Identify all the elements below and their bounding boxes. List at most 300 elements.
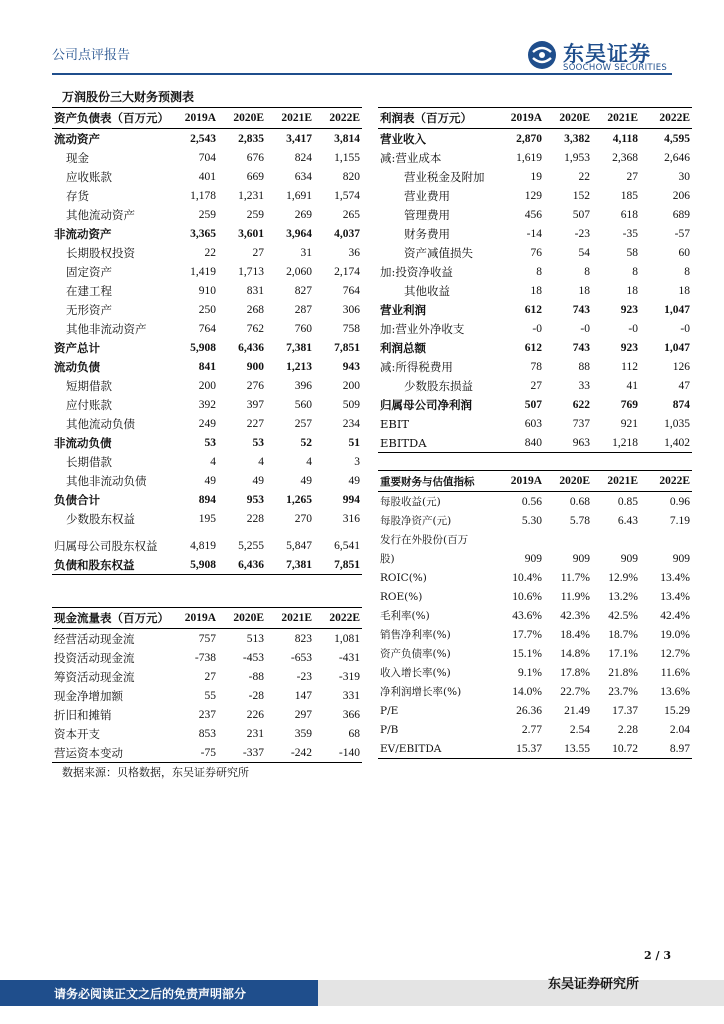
row-value: 53 — [204, 436, 216, 449]
data-source-note: 数据来源：贝格数据，东吴证券研究所 — [62, 766, 249, 779]
row-value: 762 — [246, 322, 264, 335]
table-row — [378, 262, 692, 281]
row-value: 0.56 — [521, 495, 542, 508]
row-label: 归属母公司净利润 — [380, 397, 472, 412]
row-value — [266, 528, 314, 536]
row-value: 943 — [342, 360, 360, 373]
row-value: 227 — [246, 417, 264, 430]
row-value: -242 — [266, 743, 314, 763]
row-value: 456 — [524, 208, 542, 221]
row-value: 5,255 — [238, 539, 264, 552]
row-label: 净利润增长率(%) — [380, 686, 462, 698]
row-value: 265 — [342, 208, 360, 221]
row-value: 909 — [572, 552, 590, 565]
table-row — [378, 395, 692, 414]
row-label: 归属母公司股东权益 — [54, 538, 158, 553]
row-value: 743 — [572, 341, 590, 354]
row-value: 909 — [524, 552, 542, 565]
row-value: 5.78 — [569, 514, 590, 527]
row-value: -0 — [580, 322, 590, 335]
row-value: -14 — [526, 227, 542, 240]
row-value: 507 — [572, 208, 590, 221]
year-header: 2021E — [592, 108, 640, 129]
row-value: -57 — [674, 227, 690, 240]
row-value: 88 — [578, 360, 590, 373]
row-label: 负债和股东权益 — [52, 555, 170, 575]
table-row — [52, 528, 362, 536]
row-label: ROIC(%) — [380, 571, 427, 584]
header-rule — [52, 73, 672, 75]
row-value: 237 — [198, 708, 216, 721]
row-value: 10.4% — [512, 571, 542, 584]
row-label: 其他流动资产 — [66, 207, 135, 222]
year-header: 2021E — [266, 608, 314, 629]
row-value: 36 — [348, 246, 360, 259]
row-value: 41 — [626, 379, 638, 392]
row-value: 396 — [294, 379, 312, 392]
table-row — [378, 414, 692, 433]
row-value: 18 — [530, 284, 542, 297]
row-value: 8 — [632, 265, 638, 278]
row-label: 无形资产 — [66, 302, 112, 317]
row-value: 509 — [342, 398, 360, 411]
row-label: 长期股权投资 — [66, 245, 135, 260]
row-value: 249 — [198, 417, 216, 430]
table-row — [378, 530, 692, 549]
row-value: 1,402 — [640, 433, 692, 453]
row-value — [544, 530, 592, 549]
row-value: 15.1% — [512, 647, 542, 660]
row-value: 15.37 — [496, 739, 544, 759]
table-row — [52, 536, 362, 555]
row-value: 1,178 — [190, 189, 216, 202]
footer-brand: 东吴证券研究所 — [548, 977, 640, 992]
table-row — [52, 509, 362, 528]
row-value: 60 — [678, 246, 690, 259]
row-label: 应付账款 — [66, 397, 112, 412]
row-value: 206 — [672, 189, 690, 202]
row-value: 297 — [294, 708, 312, 721]
row-value: 42.4% — [660, 609, 690, 622]
row-value: -28 — [248, 689, 264, 702]
table-row — [378, 300, 692, 319]
row-value: 3,964 — [286, 227, 312, 240]
row-label: 其他收益 — [404, 283, 450, 298]
row-value: 5.30 — [521, 514, 542, 527]
row-value: 52 — [300, 436, 312, 449]
row-value: 26.36 — [516, 704, 542, 717]
row-value: 669 — [246, 170, 264, 183]
row-value: 269 — [294, 208, 312, 221]
row-value: 963 — [544, 433, 592, 453]
row-value: 55 — [204, 689, 216, 702]
row-value: 17.8% — [560, 666, 590, 679]
year-header: 2021E — [592, 471, 640, 492]
row-label: 固定资产 — [66, 264, 112, 279]
year-header: 2019A — [496, 108, 544, 129]
row-value: 11.6% — [660, 666, 690, 679]
row-label: 长期借款 — [66, 454, 112, 469]
row-value: 7,381 — [266, 555, 314, 575]
row-value: 4 — [210, 455, 216, 468]
row-label: 营业利润 — [380, 302, 426, 317]
row-value: 3 — [354, 455, 360, 468]
page-number: 2 / 3 — [644, 949, 671, 962]
row-value: 4,595 — [664, 132, 690, 145]
row-value: 7.19 — [669, 514, 690, 527]
row-value: 58 — [626, 246, 638, 259]
row-value: 11.7% — [560, 571, 590, 584]
year-header: 2022E — [640, 471, 692, 492]
table-row — [52, 281, 362, 300]
row-value: 27 — [204, 670, 216, 683]
table-header-row — [52, 108, 362, 129]
row-value — [496, 530, 544, 549]
row-value: 18 — [578, 284, 590, 297]
row-value: 820 — [342, 170, 360, 183]
row-value: 760 — [294, 322, 312, 335]
table-row — [378, 281, 692, 300]
table-row — [52, 452, 362, 471]
row-value: 1,081 — [334, 632, 360, 645]
row-value: 4,037 — [334, 227, 360, 240]
row-value: 33 — [578, 379, 590, 392]
row-value: 112 — [621, 360, 638, 373]
row-value: 6,436 — [238, 341, 264, 354]
table-row — [378, 587, 692, 606]
row-value: -0 — [628, 322, 638, 335]
row-value: 43.6% — [512, 609, 542, 622]
row-value: 1,047 — [664, 303, 690, 316]
year-header: 2020E — [218, 108, 266, 129]
row-value: 827 — [294, 284, 312, 297]
row-value: 18.7% — [608, 628, 638, 641]
row-value: -35 — [622, 227, 638, 240]
table-row — [378, 701, 692, 720]
table-row — [52, 648, 362, 667]
row-value: -319 — [338, 670, 360, 683]
row-value: 8.97 — [640, 739, 692, 759]
row-value: 316 — [342, 512, 360, 525]
row-label: 加:投资净收益 — [380, 264, 453, 279]
table-row — [378, 433, 692, 453]
row-value: 2,368 — [612, 151, 638, 164]
row-value: 603 — [524, 417, 542, 430]
table-row — [378, 720, 692, 739]
row-value: 47 — [678, 379, 690, 392]
year-header: 2020E — [218, 608, 266, 629]
row-label: 营运资本变动 — [52, 743, 170, 763]
row-value — [592, 530, 640, 549]
row-value: -75 — [170, 743, 218, 763]
row-value: 6.43 — [617, 514, 638, 527]
table-row — [378, 338, 692, 357]
row-value: 758 — [342, 322, 360, 335]
logo-english-name: SOOCHOW SECURITIES — [563, 63, 668, 73]
row-value — [218, 528, 266, 536]
row-label: 非流动负债 — [54, 435, 112, 450]
row-value: 853 — [198, 727, 216, 740]
row-label: 负债合计 — [54, 492, 100, 507]
row-value: 12.9% — [608, 571, 638, 584]
table-row — [378, 644, 692, 663]
row-value: 1,035 — [664, 417, 690, 430]
row-label: 资产总计 — [54, 340, 100, 355]
row-value: 2.54 — [569, 723, 590, 736]
table-row — [378, 511, 692, 530]
year-header: 2019A — [496, 471, 544, 492]
row-value: 2,646 — [664, 151, 690, 164]
row-value: 4,118 — [612, 132, 638, 145]
row-value: 5,908 — [190, 341, 216, 354]
row-value: 923 — [620, 341, 638, 354]
row-label: 营业税金及附加 — [404, 169, 485, 184]
row-value: 840 — [496, 433, 544, 453]
table-row — [378, 568, 692, 587]
row-value: 910 — [198, 284, 216, 297]
row-value: -738 — [194, 651, 216, 664]
row-value: 259 — [246, 208, 264, 221]
row-value: 200 — [342, 379, 360, 392]
row-value: 18 — [678, 284, 690, 297]
table-row — [378, 606, 692, 625]
row-value: 9.1% — [518, 666, 542, 679]
row-label: 营业费用 — [404, 188, 450, 203]
row-value: 4 — [306, 455, 312, 468]
row-value: 704 — [198, 151, 216, 164]
row-value: 764 — [198, 322, 216, 335]
table-row — [378, 186, 692, 205]
report-type-label: 公司点评报告 — [52, 48, 131, 63]
table-row — [52, 629, 362, 649]
table-row — [52, 357, 362, 376]
row-value: -140 — [314, 743, 362, 763]
row-value: 612 — [524, 341, 542, 354]
row-value: 1,953 — [564, 151, 590, 164]
row-value: 18.4% — [560, 628, 590, 641]
row-label: 资本开支 — [54, 726, 100, 741]
table-row — [52, 167, 362, 186]
row-value: 689 — [672, 208, 690, 221]
row-value: 306 — [342, 303, 360, 316]
row-value: 1,574 — [334, 189, 360, 202]
document-title: 万润股份三大财务预测表 — [62, 90, 195, 104]
row-value: 49 — [300, 474, 312, 487]
row-value: 909 — [620, 552, 638, 565]
row-label: P/B — [380, 723, 399, 736]
row-value: 257 — [294, 417, 312, 430]
row-value: 769 — [620, 398, 638, 411]
row-value: 13.4% — [660, 571, 690, 584]
table-row — [52, 262, 362, 281]
row-value: -0 — [532, 322, 542, 335]
row-value: 14.8% — [560, 647, 590, 660]
row-value: 270 — [294, 512, 312, 525]
row-label: 管理费用 — [404, 207, 450, 222]
row-value: 994 — [342, 493, 360, 506]
row-value: 18 — [626, 284, 638, 297]
row-value: 1,713 — [238, 265, 264, 278]
row-value: 894 — [198, 493, 216, 506]
row-value: 1,047 — [664, 341, 690, 354]
table-row — [52, 243, 362, 262]
table-row — [52, 414, 362, 433]
row-value: 19 — [530, 170, 542, 183]
row-value: 5,908 — [170, 555, 218, 575]
year-header: 2019A — [170, 608, 218, 629]
table-row — [52, 490, 362, 509]
row-label: 非流动资产 — [54, 226, 112, 241]
row-value: 4 — [258, 455, 264, 468]
row-value: 15.29 — [664, 704, 690, 717]
row-value: -0 — [680, 322, 690, 335]
row-label: 投资活动现金流 — [54, 650, 135, 665]
row-label: 减:所得税费用 — [380, 359, 453, 374]
row-value: 22.7% — [560, 685, 590, 698]
row-value — [170, 528, 218, 536]
row-value: 68 — [348, 727, 360, 740]
row-value: 126 — [672, 360, 690, 373]
row-value: -653 — [290, 651, 312, 664]
row-value: 7,381 — [286, 341, 312, 354]
row-value: 331 — [342, 689, 360, 702]
row-value: -23 — [296, 670, 312, 683]
table-row — [52, 471, 362, 490]
table-row — [52, 686, 362, 705]
row-value: 2.28 — [617, 723, 638, 736]
row-value: 7,851 — [314, 555, 362, 575]
row-value: 23.7% — [608, 685, 638, 698]
row-value: 874 — [672, 398, 690, 411]
row-value: 27 — [626, 170, 638, 183]
row-value: 676 — [246, 151, 264, 164]
row-value: 8 — [536, 265, 542, 278]
row-value: 22 — [204, 246, 216, 259]
row-value — [314, 528, 362, 536]
year-header: 2019A — [170, 108, 218, 129]
row-value: 618 — [620, 208, 638, 221]
row-value: 8 — [684, 265, 690, 278]
row-value: 17.7% — [512, 628, 542, 641]
row-label: 现金净增加额 — [54, 688, 123, 703]
row-value: -431 — [338, 651, 360, 664]
row-value: 7,851 — [334, 341, 360, 354]
row-label: ROE(%) — [380, 590, 423, 603]
row-value: 8 — [584, 265, 590, 278]
row-value: 5,847 — [286, 539, 312, 552]
row-value: 824 — [294, 151, 312, 164]
table-row — [52, 300, 362, 319]
table-row — [52, 129, 362, 149]
table-row — [52, 205, 362, 224]
row-label: 股) — [380, 553, 395, 565]
year-header: 2021E — [266, 108, 314, 129]
table-title: 重要财务与估值指标 — [378, 471, 496, 492]
row-value: 622 — [572, 398, 590, 411]
row-value: 3,601 — [238, 227, 264, 240]
row-value: 13.4% — [660, 590, 690, 603]
row-value: 3,365 — [190, 227, 216, 240]
row-value: 200 — [198, 379, 216, 392]
row-value: 3,382 — [564, 132, 590, 145]
row-value: 250 — [198, 303, 216, 316]
row-value: 2,870 — [516, 132, 542, 145]
row-value: 78 — [530, 360, 542, 373]
row-value: 366 — [342, 708, 360, 721]
row-value: 737 — [572, 417, 590, 430]
table-title: 利润表（百万元） — [378, 108, 496, 129]
row-value: 228 — [246, 512, 264, 525]
year-header: 2020E — [544, 108, 592, 129]
table-row — [52, 433, 362, 452]
table-header-row — [52, 608, 362, 629]
row-value: 49 — [204, 474, 216, 487]
table-row — [52, 395, 362, 414]
row-label: 流动资产 — [54, 131, 100, 146]
row-value: 401 — [198, 170, 216, 183]
table-row — [378, 682, 692, 701]
row-label: EBITDA — [378, 433, 496, 453]
disclaimer-note: 请务必阅读正文之后的免责声明部分 — [54, 987, 247, 1001]
row-value: 129 — [524, 189, 542, 202]
year-header: 2022E — [314, 608, 362, 629]
row-label — [52, 528, 170, 536]
table-row — [378, 243, 692, 262]
row-value: 0.68 — [569, 495, 590, 508]
row-label: 应收账款 — [66, 169, 112, 184]
row-label: 在建工程 — [66, 283, 112, 298]
row-value: 27 — [530, 379, 542, 392]
row-value: 226 — [246, 708, 264, 721]
row-value: 513 — [246, 632, 264, 645]
footer-bar-gray — [318, 980, 724, 1006]
row-value: 2,174 — [334, 265, 360, 278]
row-value: 743 — [572, 303, 590, 316]
table-row — [378, 549, 692, 568]
table-row — [378, 148, 692, 167]
row-value: 359 — [294, 727, 312, 740]
row-value: 268 — [246, 303, 264, 316]
table-row — [378, 357, 692, 376]
table-row — [378, 492, 692, 512]
row-value: 22 — [578, 170, 590, 183]
row-label: 经营活动现金流 — [54, 631, 135, 646]
row-value: 2.77 — [521, 723, 542, 736]
cash-flow-table — [52, 607, 362, 763]
row-value: 42.3% — [560, 609, 590, 622]
row-value: 11.9% — [560, 590, 590, 603]
row-value: 31 — [300, 246, 312, 259]
row-label: 每股收益(元) — [380, 496, 441, 508]
row-value: 42.5% — [608, 609, 638, 622]
logo-chinese-name: 东吴证券 — [563, 42, 651, 66]
table-row — [52, 148, 362, 167]
row-label: 少数股东损益 — [404, 378, 473, 393]
row-value: 287 — [294, 303, 312, 316]
table-title: 现金流量表（百万元） — [52, 608, 170, 629]
row-value: 51 — [348, 436, 360, 449]
row-value: 6,436 — [218, 555, 266, 575]
row-value: 1,619 — [516, 151, 542, 164]
row-value: 19.0% — [660, 628, 690, 641]
income-statement-table — [378, 107, 692, 453]
row-value: 2,060 — [286, 265, 312, 278]
row-value: 612 — [524, 303, 542, 316]
row-value: 923 — [620, 303, 638, 316]
row-value: 49 — [348, 474, 360, 487]
key-metrics-table — [378, 470, 692, 759]
row-label: 现金 — [66, 150, 89, 165]
